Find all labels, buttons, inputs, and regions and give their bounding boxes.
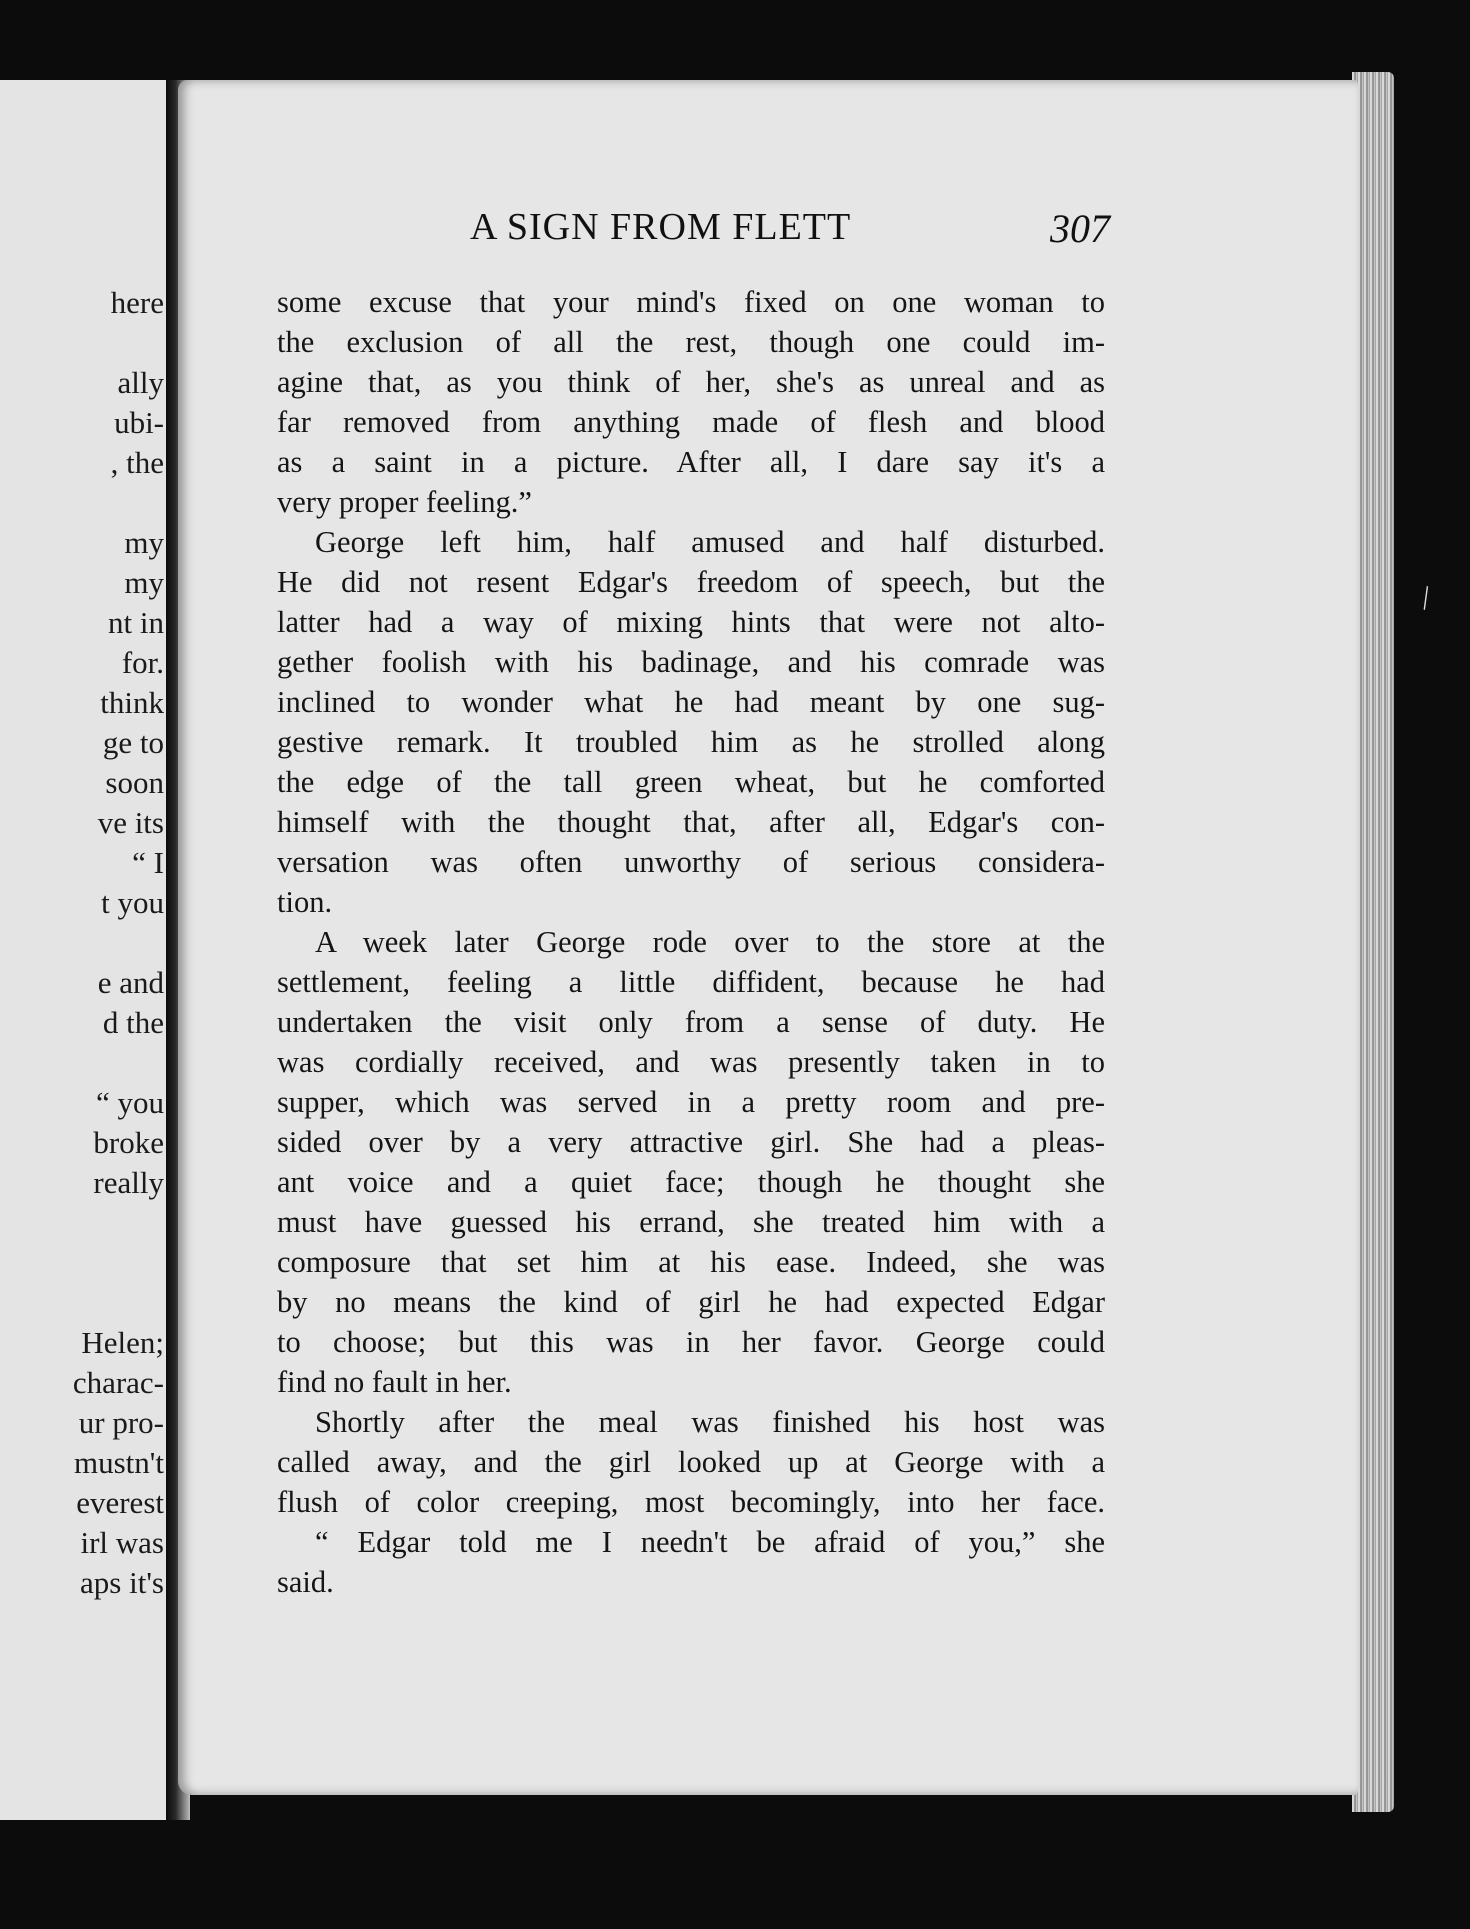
page-body-text (277, 282, 1105, 1602)
left-page-line: here (110, 285, 164, 320)
left-page-line: ally (117, 365, 164, 400)
page-header (470, 205, 1110, 255)
text-line: versation was often unworthy of serious considera- (277, 845, 1105, 879)
left-page-line: for. (121, 645, 164, 680)
text-line: must have guessed his errand, she treated him with a (277, 1205, 1105, 1239)
text-line: was cordially received, and was presently taken in to (277, 1045, 1105, 1079)
text-line: He did not resent Edgar's freedom of speech, but the (277, 565, 1105, 599)
page-fore-edge (1352, 72, 1394, 1812)
text-line: called away, and the girl looked up at George with a (277, 1445, 1105, 1479)
left-page-line: t you (101, 885, 164, 920)
text-line: gether foolish with his badinage, and his comrade was (277, 645, 1105, 679)
text-line: by no means the kind of girl he had expected Edgar (277, 1285, 1105, 1319)
text-line: the edge of the tall green wheat, but he comforted (277, 765, 1105, 799)
text-line: flush of color creeping, most becomingly, into her face. (277, 1485, 1105, 1519)
left-page-line: my (124, 565, 164, 600)
left-page-line: irl was (80, 1525, 164, 1560)
text-line: said. (277, 1565, 334, 1599)
left-page-line: soon (105, 765, 164, 800)
text-line: gestive remark. It troubled him as he strolled along (277, 725, 1105, 759)
text-line: A week later George rode over to the store at the (315, 925, 1105, 959)
left-page-line: “ you (95, 1085, 164, 1120)
left-page-line: everest (76, 1485, 164, 1520)
page-number: 307 (1050, 206, 1110, 251)
left-page-line: “ I (132, 845, 164, 880)
text-line: find no fault in her. (277, 1365, 512, 1399)
text-line: tion. (277, 885, 333, 919)
text-line: as a saint in a picture. After all, I dare say it's a (277, 445, 1105, 479)
running-title: A SIGN FROM FLETT (470, 206, 852, 248)
previous-page-fragment (0, 80, 175, 1820)
left-page-line: ur pro- (78, 1405, 164, 1440)
left-page-line: nt in (108, 605, 164, 640)
left-page-line: really (93, 1165, 164, 1200)
text-line: composure that set him at his ease. Indeed, she was (277, 1245, 1105, 1279)
text-line: to choose; but this was in her favor. George could (277, 1325, 1105, 1359)
text-line: settlement, feeling a little diffident, because he had (277, 965, 1105, 999)
text-line: himself with the thought that, after all, Edgar's con- (277, 805, 1105, 839)
text-line: the exclusion of all the rest, though one could im- (277, 325, 1105, 359)
text-line: George left him, half amused and half disturbed. (315, 525, 1105, 559)
text-line: inclined to wonder what he had meant by one sug- (277, 685, 1105, 719)
text-line: some excuse that your mind's fixed on one woman to (277, 285, 1105, 319)
left-page-line: Helen; (81, 1325, 164, 1360)
left-page-line: aps it's (80, 1565, 164, 1600)
left-page-line: mustn't (74, 1445, 164, 1480)
left-page-line: d the (102, 1005, 164, 1040)
text-line: ant voice and a quiet face; though he thought she (277, 1165, 1105, 1199)
left-page-line: broke (93, 1125, 164, 1160)
scan-artifact-mark: ╲ (1414, 586, 1436, 611)
left-page-line: think (100, 685, 164, 720)
text-line: latter had a way of mixing hints that were not alto- (277, 605, 1105, 639)
left-page-line: ge to (102, 725, 164, 760)
text-line: sided over by a very attractive girl. She had a pleas- (277, 1125, 1105, 1159)
left-page-line: ve its (97, 805, 164, 840)
text-line: Shortly after the meal was finished his host was (315, 1405, 1105, 1439)
text-line: very proper feeling.” (277, 485, 532, 519)
text-line: supper, which was served in a pretty room and pre- (277, 1085, 1105, 1119)
text-line: far removed from anything made of flesh and blood (277, 405, 1105, 439)
left-page-line: my (124, 525, 164, 560)
left-page-line: e and (97, 965, 164, 1000)
left-page-line: , the (110, 445, 164, 480)
text-line: “ Edgar told me I needn't be afraid of you,” she (315, 1525, 1105, 1559)
text-line: agine that, as you think of her, she's as unreal and as (277, 365, 1105, 399)
text-line: undertaken the visit only from a sense of duty. He (277, 1005, 1105, 1039)
left-page-line: charac- (72, 1365, 164, 1400)
left-page-line: ubi- (114, 405, 164, 440)
